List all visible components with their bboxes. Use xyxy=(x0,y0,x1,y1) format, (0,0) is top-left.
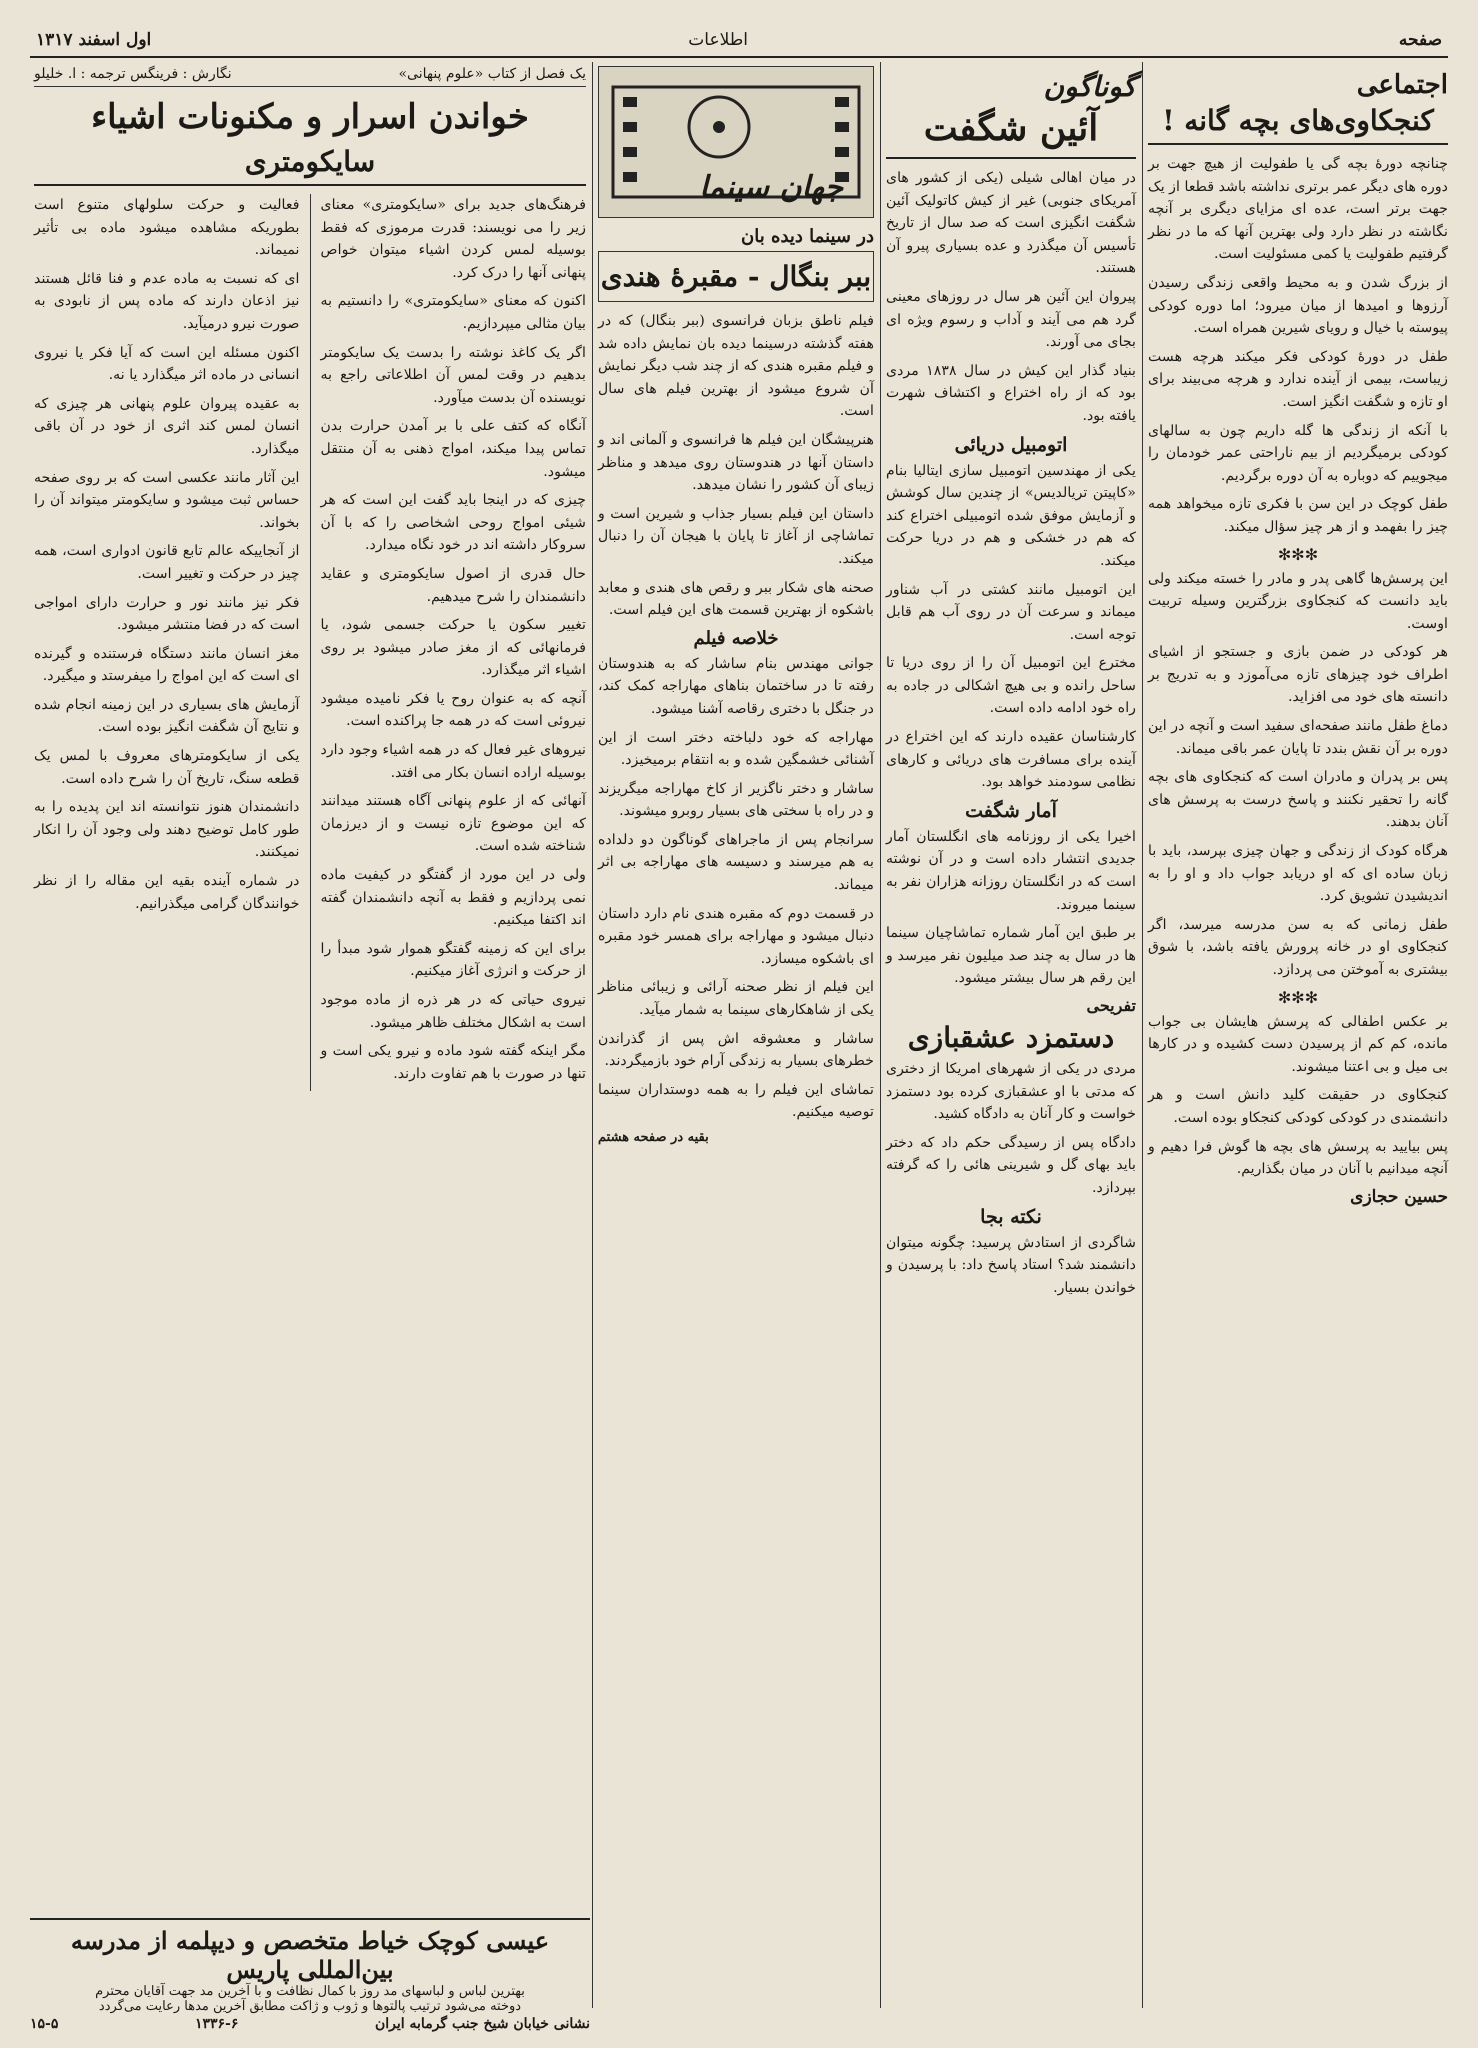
paragraph: فکر نیز مانند نور و حرارت دارای امواجی است که در فضا منتشر میشود. xyxy=(34,594,300,634)
paragraph: ولی در این مورد از گفتگو در کیفیت ماده نمی پردازیم و فقط به آنچه دانشمندان گفته اند اکتفا میکنیم. xyxy=(320,867,586,929)
column-rule xyxy=(310,194,311,1091)
paragraph: مخترع این اتومبیل آن را از روی دریا تا ساحل رانده و بی هیچ اشکالی در جاده به راه خود ادامه داده است. xyxy=(886,655,1136,717)
paragraph: شاگردی از استادش پرسید: چگونه میتوان دانشمند شد؟ استاد پاسخ داد: با پرسیدن و خواندن بسیار. xyxy=(886,1234,1136,1296)
article-title: کنجکاوی‌های بچه گانه ! xyxy=(1148,104,1448,145)
column-rule xyxy=(880,62,881,2008)
subheading: اتومبیل دریائی xyxy=(954,433,1068,456)
paragraph: اگر یک کاغذ نوشته را بدست یک سایکومتر بدهیم در وقت لمس آن اطلاعاتی راجع به نویسنده آن بدست میآورد. xyxy=(320,344,586,406)
paragraph: صحنه های شکار ببر و رقص های هندی و معابد باشکوه از بهترین قسمت های این فیلم است. xyxy=(598,579,874,619)
paragraph: داستان این فیلم بسیار جذاب و شیرین است و تماشاچی از آغاز تا پایان با هیجان آن را دنبال میکند. xyxy=(598,505,874,567)
ad-code: ۱۳۳۶-۶ xyxy=(194,2016,239,2032)
paragraph: دماغ طفل مانند صفحه‌ای سفید است و آنچه در این دوره بر آن نقش بندد تا پایان عمر باقی میماند. xyxy=(1148,718,1448,757)
paragraph: ای که نسبت به ماده عدم و فنا قائل هستند نیز اذعان دارند که ماده پس از نابودی به صورت نیرو درمیآید. xyxy=(34,270,300,332)
ad-line: بهترین لباس و لباسهای مد روز با کمال نظافت و با آخرین مد جهت آقایان محترم xyxy=(95,1984,525,1999)
subheading: آمار شگفت xyxy=(965,799,1057,822)
star-divider: ✻✻✻ xyxy=(1277,987,1319,1007)
paragraph: طفل زمانی که به سن مدرسه میرسد، اگر کنجکاوی او در خانه پرورش یافته باشد، با شوق بیشتری به آموختن می پردازد. xyxy=(1148,916,1448,978)
article-title: آئین شگفت xyxy=(886,107,1136,159)
paragraph: هرگاه کودک از زندگی و جهان چیزی بپرسد، باید با زبان ساده ای که او دریابد جواب داد و او را به اندیشیدن تشویق کرد. xyxy=(1148,843,1448,905)
subheading: نکته بجا xyxy=(980,1205,1042,1228)
cinema-logo-text: جهان سینما xyxy=(699,170,843,205)
paragraph: جوانی مهندس بنام ساشار که به هندوستان رفته تا در ساختمان بناهای مهاراجه کمک کند، در جنگل با دختری رقاصه آشنا میشود. xyxy=(598,655,874,717)
paragraph: سرانجام پس از ماجراهای گوناگون دو دلداده به هم میرسند و دسیسه های مهاراجه بی اثر میماند. xyxy=(598,831,874,894)
paragraph: پس بیایید به پرسش های بچه ها گوش فرا دهیم و آنچه میدانیم با آنان در میان بگذاریم. xyxy=(1148,1138,1448,1178)
paragraph: اخیرا یکی از روزنامه های انگلستان آمار جدیدی انتشار داده است و در آن نوشته است که در انگلستان روزانه هزاران نفر به سینما میروند. xyxy=(886,828,1136,913)
ad-code: ۱۵-۵ xyxy=(30,2016,59,2032)
section-kicker: تفریحی xyxy=(1086,996,1136,1015)
paragraph: مغز انسان مانند دستگاه فرستنده و گیرنده ای است که این امواج را میفرستد و میگیرد. xyxy=(34,645,300,685)
paragraph: این پرسش‌ها گاهی پدر و مادر را خسته میکند ولی باید دانست که کنجکاوی بزرگترین وسیله تربیت اوست. xyxy=(1148,570,1448,632)
paragraph: طفل کوچک در این سن با فکری تازه میخواهد همه چیز را بفهمد و از هر چیز سؤال میکند. xyxy=(1148,496,1448,535)
page-label: صفحه xyxy=(1398,30,1442,50)
paper-name: اطلاعات xyxy=(688,30,748,50)
paragraph: مردی در یکی از شهرهای امریکا از دختری که مدتی با او عشقبازی کرده بود دستمزد خواست و کار آنان به دادگاه کشید. xyxy=(886,1061,1136,1123)
paragraph: پس بر پدران و مادران است که کنجکاوی های بچه گانه را تحقیر نکنند و پاسخ درست به پرسش های آنان بدهند. xyxy=(1148,769,1448,831)
section-kicker: در سینما دیده بان xyxy=(741,226,874,247)
section-kicker: اجتماعی xyxy=(1356,70,1448,100)
paragraph: در شماره آینده بقیه این مقاله را از نظر خوانندگان گرامی میگذرانیم. xyxy=(34,873,300,912)
paragraph: مهاراجه که خود دلباخته دختر است از این آشنائی خشمگین شده و به انتقام برمیخیزد. xyxy=(598,729,874,769)
paragraph: آنگاه که کتف علی با بر آمدن حرارت بدن تماس پیدا میکند، امواج ذهنی به آن منتقل میشود. xyxy=(320,418,586,480)
column-rule xyxy=(592,62,593,2008)
paragraph: برای این که زمینه گفتگو هموار شود مبدأ را از حرکت و انرژی آغاز میکنیم. xyxy=(320,940,586,980)
paragraph: تغییر سکون یا حرکت جسمی شود، یا فرمانهائی که از مغز صادر میشود بر روی اشیاء اثر میگذارد. xyxy=(320,617,586,679)
paragraph: چنانچه دورهٔ بچه گی یا طفولیت از هیچ جهت بر دوره های دیگر عمر برتری نداشته باشد قطعا از یک جهت برتر است، عده ای مزایای دیگری بر آنچه نگاشته در نظر دارد ولی بهترین آنها که ما در نظر گرفتیم طفولیت یا کمی مسئولیت است. xyxy=(1148,156,1448,263)
paragraph: دادگاه پس از رسیدگی حکم داد که دختر باید بهای گل و شیرینی هائی را که گرفته بپردازد. xyxy=(886,1134,1136,1196)
source-line: یک فصل از کتاب «علوم پنهانی» xyxy=(398,66,586,82)
paragraph: فیلم ناطق بزبان فرانسوی (ببر بنگال) که در هفته گذشته درسینما دیده بان نمایش داده شد و فیلم مقبره هندی که از چند شب دیگر نمایش آن شروع میشود از بهترین فیلم های سال است. xyxy=(598,313,874,420)
continued-note: بقیه در صفحه هشتم xyxy=(598,1130,709,1145)
paragraph: به عقیده پیروان علوم پنهانی هر چیزی که انسان لمس کند اثری از خود در آن باقی میگذارد. xyxy=(34,395,300,457)
subheading: دستمزد عشقبازی xyxy=(907,1021,1115,1054)
paragraph: نیروی حیاتی که در هر ذره از ماده موجود است به اشکال مختلف ظاهر میشود. xyxy=(320,992,586,1031)
section-kicker: گوناگون xyxy=(1043,70,1136,103)
body-column-right xyxy=(321,194,587,1091)
cinema-logo xyxy=(598,66,874,218)
paragraph: پیروان این آئین هر سال در روزهای معینی گرد هم می آیند و آداب و رسوم ویژه ای بجای می آورند. xyxy=(886,288,1136,351)
column-psychometry xyxy=(34,62,586,2008)
tailor-advertisement xyxy=(30,1918,590,2030)
issue-date: اول اسفند ۱۳۱۷ xyxy=(36,30,152,50)
paragraph: دانشمندان هنوز نتوانسته اند این پدیده را به طور کامل توضیح دهند ولی وجود آن را انکار نمیکنند. xyxy=(34,799,300,861)
paragraph: هنرپیشگان این فیلم ها فرانسوی و آلمانی اند و داستان آنها در هندوستان روی میدهد و مناظر زیبای آن کشور را نشان میدهد. xyxy=(598,431,874,494)
paragraph: آنهائی که از علوم پنهانی آگاه هستند میدانند که این موضوع تازه نیست و از دیرزمان شناخته شده است. xyxy=(320,793,586,855)
star-divider: ✻✻✻ xyxy=(1277,544,1319,564)
page-header xyxy=(30,22,1448,58)
paragraph: کنجکاوی در حقیقت کلید دانش است و هر دانشمندی در کودکی کودکی کنجکاو بوده است. xyxy=(1148,1087,1448,1126)
paragraph: در میان اهالی شیلی (یکی از کشور های آمریکای جنوبی) غیر از کیش کاتولیک آئین شگفت انگیزی است که صد سال از تاریخ تأسیس آن میگذرد و عده بسیاری پیرو آن هستند. xyxy=(886,170,1136,277)
paragraph: بر طبق این آمار شماره تماشاچیان سینما ها در سال به چند صد میلیون نفر میرسد و این رقم هر سال بیشتر میشود. xyxy=(886,925,1136,987)
ad-line: دوخته می‌شود ترتیب پالتوها و ژوب و ژاکت مطابق آخرین مدها رعایت می‌گردد xyxy=(98,1999,522,2014)
column-social xyxy=(1148,62,1448,2008)
paragraph: هر کودکی در ضمن بازی و جستجو از اشیای اطراف خود چیزهای تازه می‌آموزد و به تدریج بر دانسته های خود می افزاید. xyxy=(1148,644,1448,706)
author-signature: حسین حجازی xyxy=(1350,1186,1448,1207)
author-line: نگارش : فرینگس ترجمه : ا. خلیلو xyxy=(34,66,232,82)
column-cinema xyxy=(598,62,874,2008)
paragraph: یکی از سایکومترهای معروف با لمس یک قطعه سنگ، تاریخ آن را شرح داده است. xyxy=(34,748,300,787)
paragraph: آنچه که به عنوان روح یا فکر نامیده میشود نیروئی است که در همه جا پراکنده است. xyxy=(320,690,586,730)
two-column-body xyxy=(34,194,586,1091)
paragraph: فرهنگ‌های جدید برای «سایکومتری» معنای زیر را می نویسند: قدرت مرموزی که فقط بوسیله لمس کردن اشیاء میتوان خواص پنهانی آنها را درک کرد. xyxy=(320,197,586,281)
paragraph: آزمایش های بسیاری در این زمینه انجام شده و نتایج آن شگفت انگیز بوده است. xyxy=(34,696,300,736)
paragraph: تماشای این فیلم را به همه دوستداران سینما توصیه میکنیم. xyxy=(598,1081,874,1121)
paragraph: اکنون مسئله این است که آیا فکر یا نیروی انسانی در ماده اثر میگذارد یا نه. xyxy=(34,344,300,384)
paragraph: چیزی که در اینجا باید گفت این است که هر شیئی امواج روحی اشخاصی را که با آن سروکار داشته اند در خود نگاه میدارد. xyxy=(320,492,586,554)
ad-footer xyxy=(30,2016,590,2032)
paragraph: از آنجاییکه عالم تابع قانون ادواری است، همه چیز در حرکت و تغییر است. xyxy=(34,543,300,582)
paragraph: فعالیت و حرکت سلولهای متنوع است بطوریکه مشاهده میشود ماده بی تأثیر نمیماند. xyxy=(34,197,300,259)
article-title: ببر بنگال - مقبرهٔ هندی xyxy=(598,251,874,302)
body-column-left xyxy=(34,194,300,1091)
paragraph: ساشار و دختر ناگزیر از کاخ مهاراجه میگریزند و در راه با سختی های بسیار روبرو میشوند. xyxy=(598,780,874,820)
paragraph: از بزرگ شدن و به محیط واقعی زندگی رسیدن آرزوها و امیدها از میان میرود؛ اما دوره کودکی پیوسته با خیال و رویای شیرین همراه است. xyxy=(1148,274,1448,337)
paragraph: این اتومبیل مانند کشتی در آب شناور میماند و سرعت آن در روی آب هم قابل توجه است. xyxy=(886,581,1136,643)
paragraph: ساشار و معشوقه اش پس از گذراندن خطرهای بسیار به زندگی آرام خود بازمیگردند. xyxy=(598,1030,874,1070)
column-rule xyxy=(1142,62,1143,2008)
ad-headline: عیسی کوچک خیاط متخصص و دیپلمه از مدرسه بین‌المللی پاریس xyxy=(70,1926,550,1984)
column-miscellany xyxy=(886,62,1136,2008)
article-title: خواندن اسرار و مکنونات اشیاء xyxy=(91,97,529,137)
paragraph: نیروهای غیر فعال که در همه اشیاء وجود دارد بوسیله اراده انسان بکار می افتد. xyxy=(320,742,586,781)
paragraph: بنیاد گذار این کیش در سال ۱۸۳۸ مردی بود که از راه اختراع و اکتشاف شهرت یافته بود. xyxy=(886,362,1136,424)
subheading: خلاصه فیلم xyxy=(693,627,779,649)
ad-address: نشانی خیابان شیخ جنب گرمابه ایران xyxy=(374,2016,590,2032)
paragraph: مگر اینکه گفته شود ماده و نیرو یکی است و تنها در صورت با هم تفاوت دارند. xyxy=(320,1043,586,1082)
paragraph: طفل در دورهٔ کودکی فکر میکند هرچه هست زیباست، بیمی از آینده ندارد و هرچه می‌بیند برای او تازه و شگفت انگیز است. xyxy=(1148,348,1448,410)
paragraph: یکی از مهندسین اتومبیل سازی ایتالیا بنام «کاپیتن تریالدیس» از چندین سال کوشش و آزمایش موفق شده اتومبیلی اختراع کند که هم در خشکی و هم در دریا حرکت میکند. xyxy=(886,462,1136,569)
paragraph: حال قدری از اصول سایکومتری و عقاید دانشمندان را شرح میدهیم. xyxy=(320,565,586,605)
paragraph: بر عکس اطفالی که پرسش هایشان بی جواب مانده، کم کم از پرسیدن دست کشیده و در کارها بی میل و بی اعتنا میشوند. xyxy=(1148,1013,1448,1075)
paragraph: با آنکه از زندگی ها گله داریم چون به سالهای کودکی برمیگردیم از بیم ناراحتی عمر خودمان را میجوییم که دوباره به آن دوره برگردیم. xyxy=(1148,422,1448,484)
paragraph: اکنون که معنای «سایکومتری» را دانستیم به بیان مثالی میپردازیم. xyxy=(320,293,586,332)
paragraph: در قسمت دوم که مقبره هندی نام دارد داستان دنبال میشود و مهاراجه برای همسر خود مقبره ای باشکوه میسازد. xyxy=(598,905,874,967)
paragraph: کارشناسان عقیده دارند که این اختراع در آینده برای مسافرت های دریائی و کارهای نظامی سودمند خواهد بود. xyxy=(886,729,1136,791)
byline-row xyxy=(34,62,586,87)
paragraph: این فیلم از نظر صحنه آرائی و زیبائی مناظر یکی از شاهکارهای سینما به شمار میآید. xyxy=(598,979,874,1019)
paragraph: این آثار مانند عکسی است که بر روی صفحه حساس ثبت میشود و سایکومتر میتواند آن را بخواند. xyxy=(34,469,300,531)
article-subtitle: سایکومتری xyxy=(34,145,586,186)
